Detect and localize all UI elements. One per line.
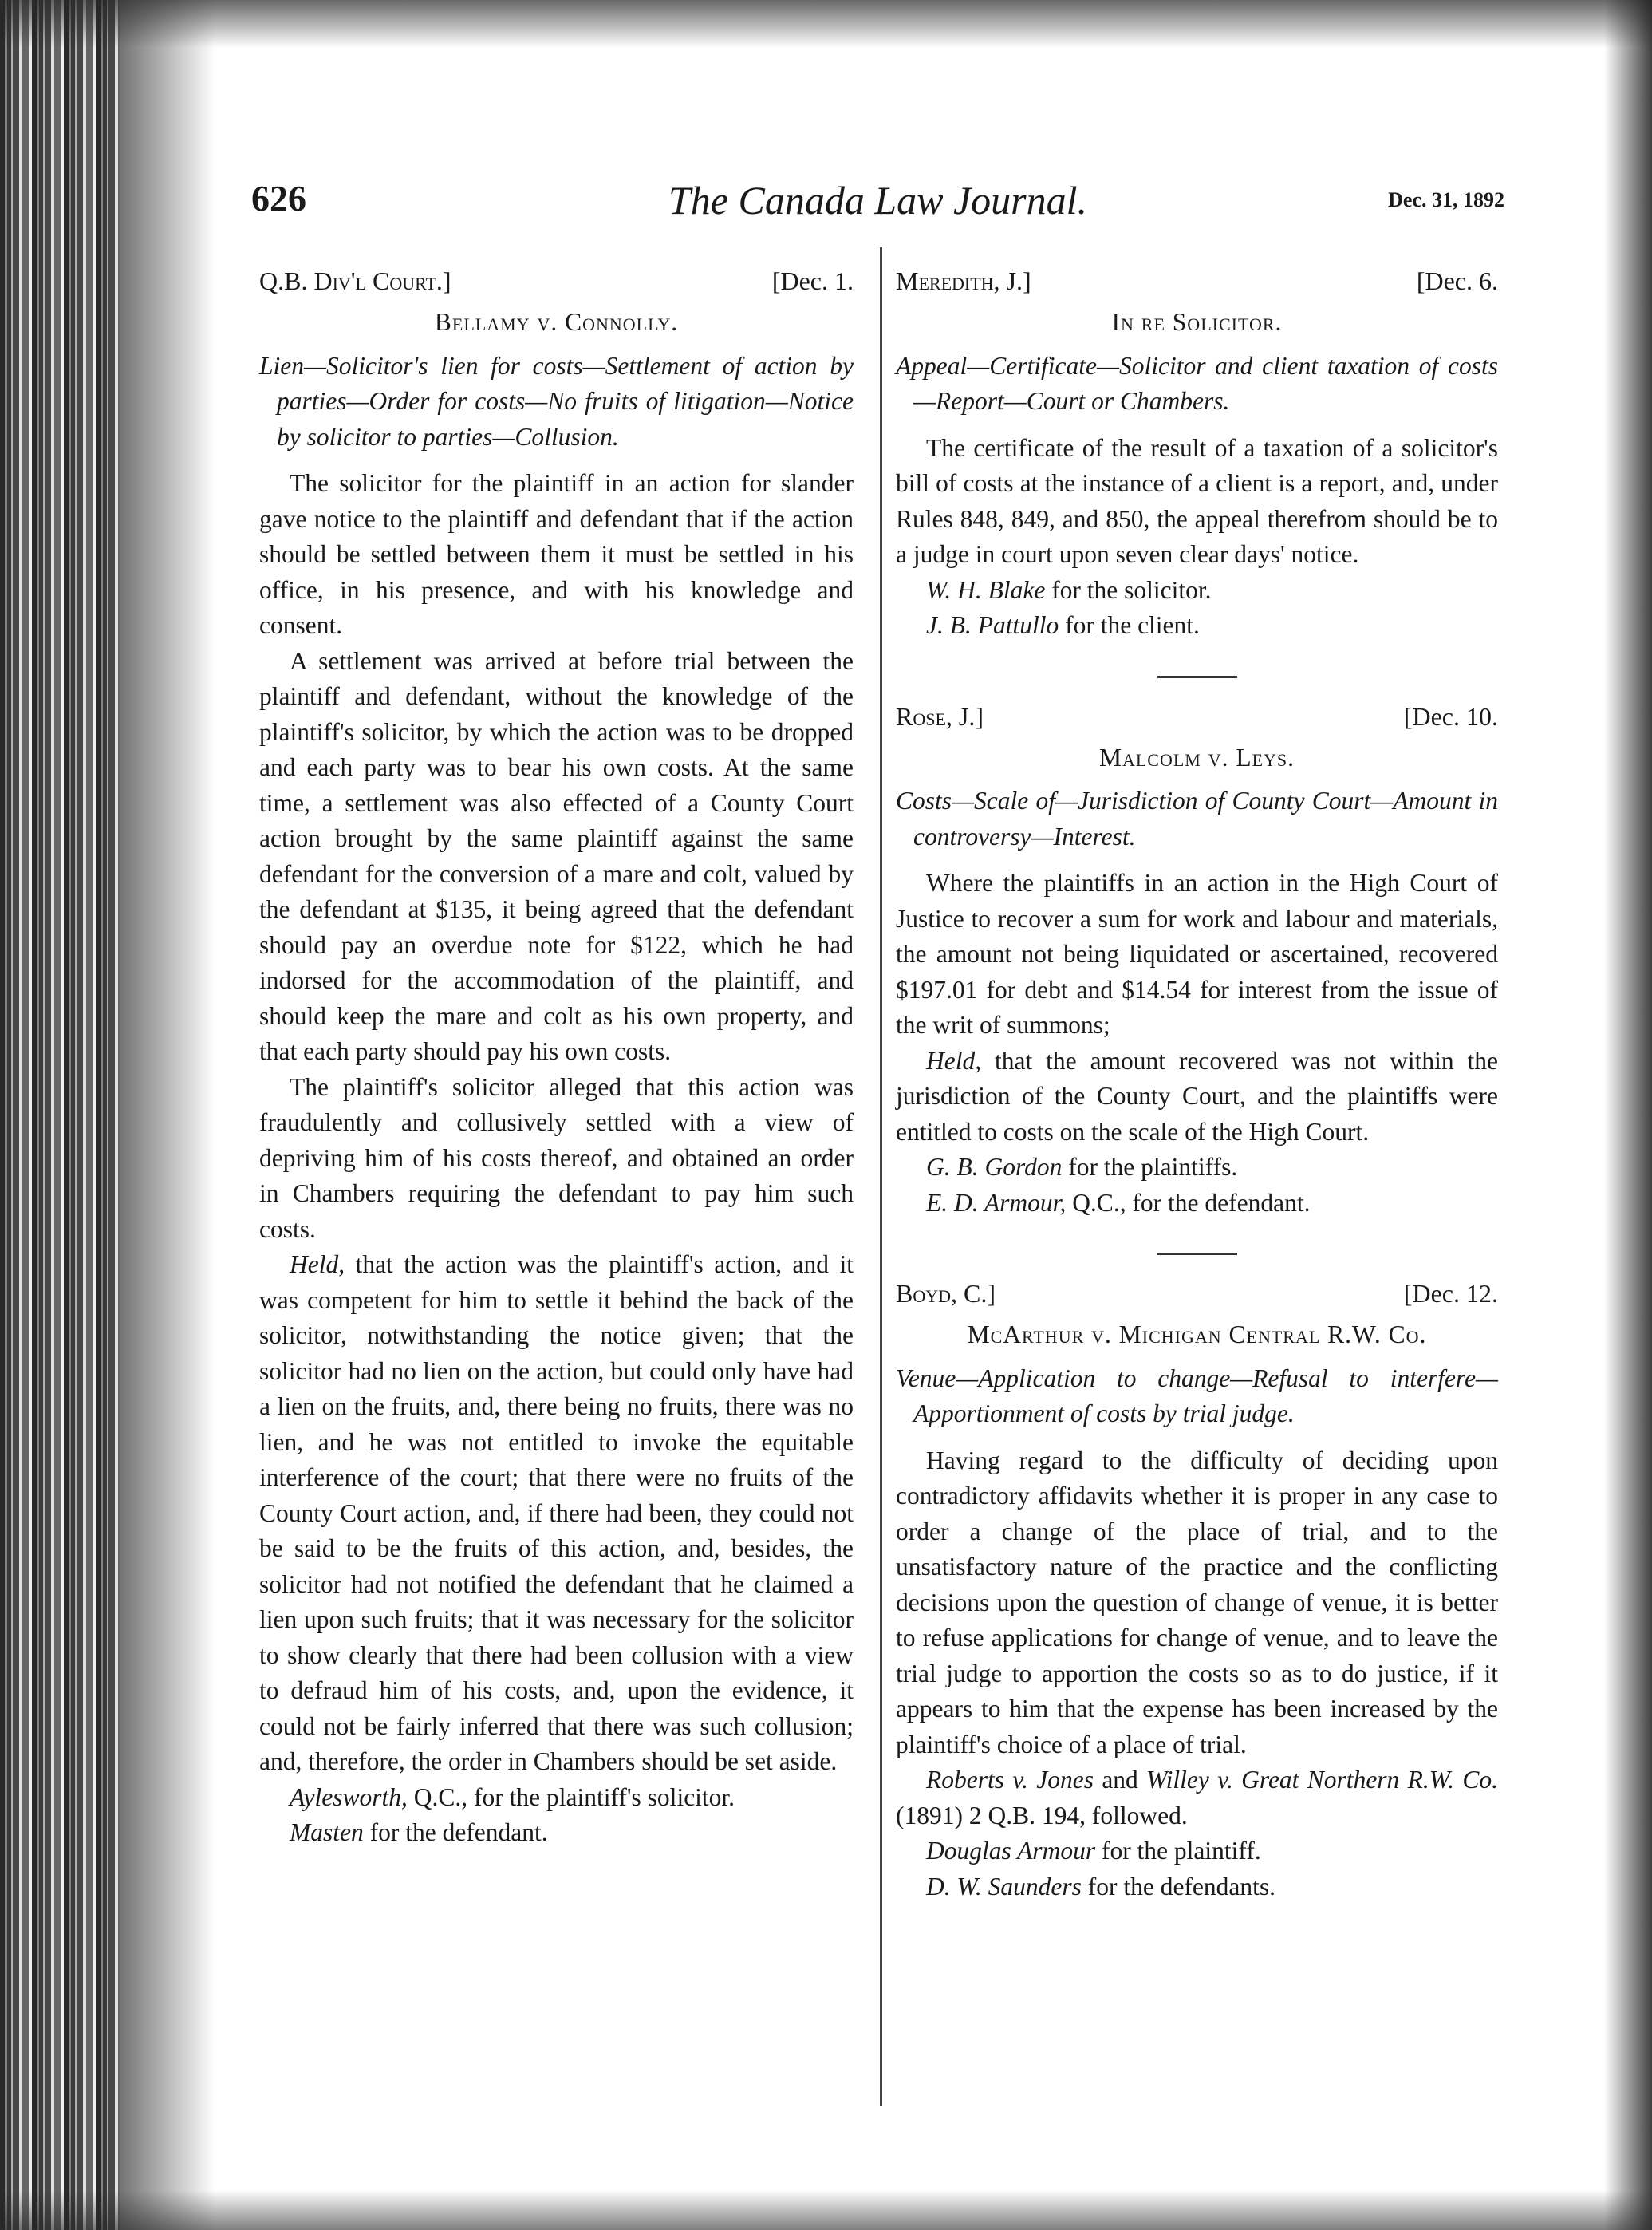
decision-date: [Dec. 10. [1403, 701, 1498, 731]
case-head [896, 1276, 1498, 1311]
scan-edge-bottom [0, 2190, 1652, 2230]
paragraph: The solicitor for the plaintiff in an action for slander gave notice to the plaintiff and defendant that if the action should be settled between them it must be settled in his office, in his presence, and with his knowledge and consent. [259, 469, 854, 639]
decision-date: [Dec. 12. [1403, 1279, 1498, 1308]
scan-edge-left [0, 0, 120, 2230]
counsel-role: for the plaintiff. [1095, 1837, 1261, 1865]
counsel-name: D. W. Saunders [926, 1872, 1082, 1900]
counsel-line [259, 1780, 854, 1816]
case-head [896, 699, 1498, 734]
case-body [896, 866, 1498, 1150]
counsel-list [259, 1780, 854, 1851]
counsel-role: for the defendant. [363, 1818, 548, 1846]
counsel-name: Aylesworth, [290, 1782, 408, 1811]
journal-title: The Canada Law Journal. [668, 178, 1088, 223]
counsel-name: E. D. Armour, [926, 1188, 1067, 1217]
counsel-line [896, 1186, 1498, 1222]
counsel-list [896, 573, 1498, 644]
case-body [259, 466, 854, 1780]
counsel-role: for the client. [1059, 611, 1200, 639]
decision-date: [Dec. 6. [1416, 266, 1498, 295]
right-column [896, 263, 1498, 1904]
counsel-line [896, 573, 1498, 609]
counsel-list [896, 1833, 1498, 1904]
counsel-line [259, 1815, 854, 1851]
headnote: Costs—Scale of—Jurisdiction of County Court—Amount in controversy—Interest. [896, 787, 1498, 851]
counsel-list [896, 1150, 1498, 1221]
headnote: Lien—Solicitor's lien for costs—Settlement of action by parties—Order for costs—No fruits of litigation—Notice by solicitor to parties—Collusion. [259, 351, 854, 451]
citation-reference: (1891) 2 Q.B. 194, followed. [896, 1801, 1188, 1829]
case-separator [1157, 676, 1237, 678]
counsel-name: Masten [290, 1818, 364, 1846]
counsel-line [896, 1833, 1498, 1869]
case-head [259, 263, 854, 298]
case-title: Malcolm v. Leys. [1098, 743, 1295, 772]
counsel-role: Q.C., for the plaintiff's solicitor. [407, 1782, 735, 1811]
held-label: Held, [290, 1250, 345, 1278]
case-separator [1157, 1253, 1237, 1255]
scan-shadow-left [120, 0, 215, 2230]
cited-case: Roberts v. Jones [926, 1766, 1094, 1794]
scan-edge-top [0, 0, 1652, 48]
paragraph: The certificate of the result of a taxation of a solicitor's bill of costs at the instance of a client is a report, and, under Rules 848, 849, and 850, the appeal therefrom should be to a judge in court upon seven clear days' notice. [896, 433, 1498, 568]
decision-date: [Dec. 1. [771, 266, 854, 295]
counsel-line [896, 1869, 1498, 1905]
citation-joiner: and [1093, 1766, 1147, 1794]
counsel-name: G. B. Gordon [926, 1153, 1063, 1181]
case-body [896, 431, 1498, 573]
held-text: that the action was the plaintiff's action, and it was competent for him to settle it behind the back of the solicitor, notwithstanding the notice given; that the solicitor had no lien on the action, but could only have had a lien on the fruits, and, there being no fruits, there was no lien, and he was not entitled to invoke the equitable interference of the court; that there were no fruits of the County Court action, and, if there had been, they could not be said to be the fruits of this action, and, besides, the solicitor had not notified the defendant that he claimed a lien upon such fruits; that it was necessary for the solicitor to show clearly that there had been collusion with a view to defraud him of his costs, and, upon the evidence, it could not be fairly inferred that there was such collusion; and, therefore, the order in Chambers should be set aside. [259, 1250, 854, 1775]
held-text: that the amount recovered was not within the jurisdiction of the County Court, and the plaintiffs were entitled to costs on the scale of the High Court. [896, 1046, 1498, 1146]
headnote: Appeal—Certificate—Solicitor and client taxation of costs—Report—Court or Chambers. [896, 351, 1498, 415]
counsel-line [896, 1150, 1498, 1186]
paragraph: A settlement was arrived at before trial between the plaintiff and defendant, without the knowledge of the plaintiff's solicitor, by which the action was to be dropped and each party was to bear his own costs. At the same time, a settlement was also effected of a County Court action brought by the same plaintiff against the same defendant for the conversion of a mare and colt, valued by the defendant at $135, it being agreed that the defendant should pay an overdue note for $122, which he had indorsed for the accommodation of the plaintiff, and should keep the mare and colt as his own property, and that each party should pay his own costs. [259, 646, 854, 1065]
court-name: Meredith, J.] [896, 266, 1031, 295]
column-divider [880, 247, 882, 2106]
case-head [896, 263, 1498, 298]
page-number: 626 [251, 178, 306, 219]
held-paragraph [259, 1247, 854, 1780]
court-name: Q.B. Div'l Court.] [259, 266, 451, 295]
counsel-role: Q.C., for the defendant. [1066, 1188, 1311, 1217]
scan-edge-right [1604, 0, 1652, 2230]
case-body [896, 1443, 1498, 1834]
counsel-role: for the solicitor. [1045, 575, 1212, 604]
court-name: Boyd, C.] [896, 1279, 996, 1308]
citation-paragraph [896, 1762, 1498, 1833]
counsel-name: W. H. Blake [926, 575, 1046, 604]
cited-case: Willey v. Great Northern R.W. Co. [1146, 1766, 1498, 1794]
case-title: Bellamy v. Connolly. [434, 308, 679, 336]
running-header [251, 177, 1504, 233]
held-label: Held, [926, 1046, 982, 1075]
counsel-name: Douglas Armour [926, 1837, 1096, 1865]
paragraph: Having regard to the difficulty of deciding upon contradictory affidavits whether it is proper in any case to order a change of the place of trial, and to the unsatisfactory nature of the practice and the conflicting decisions upon the question of change of venue, it is better to refuse applications for change of venue, and to leave the trial judge to apportion the costs so as to do justice, if it appears to him that the expense has been increased by the plaintiff's choice of a place of trial. [896, 1446, 1498, 1758]
counsel-role: for the plaintiffs. [1062, 1153, 1238, 1181]
counsel-line [896, 608, 1498, 644]
paragraph: Where the plaintiffs in an action in the High Court of Justice to recover a sum for work and labour and materials, the amount not being liquidated or ascertained, recovered $197.01 for debt and $14.54 for interest from the issue of the writ of summons; [896, 869, 1498, 1039]
case-title: McArthur v. Michigan Central R.W. Co. [967, 1320, 1427, 1348]
left-column [259, 263, 854, 1851]
issue-date: Dec. 31, 1892 [1388, 188, 1504, 211]
counsel-role: for the defendants. [1081, 1872, 1276, 1900]
paragraph: The plaintiff's solicitor alleged that this action was fraudulently and collusively settled with a view of depriving him of his costs thereof, and obtained an order in Chambers requiring the defendant to pay him such costs. [259, 1072, 854, 1243]
court-name: Rose, J.] [896, 701, 984, 731]
headnote: Venue—Application to change—Refusal to interfere—Apportionment of costs by trial judge. [896, 1364, 1498, 1427]
counsel-name: J. B. Pattullo [926, 611, 1059, 639]
case-title: In re Solicitor. [1111, 308, 1283, 336]
held-paragraph [896, 1044, 1498, 1151]
